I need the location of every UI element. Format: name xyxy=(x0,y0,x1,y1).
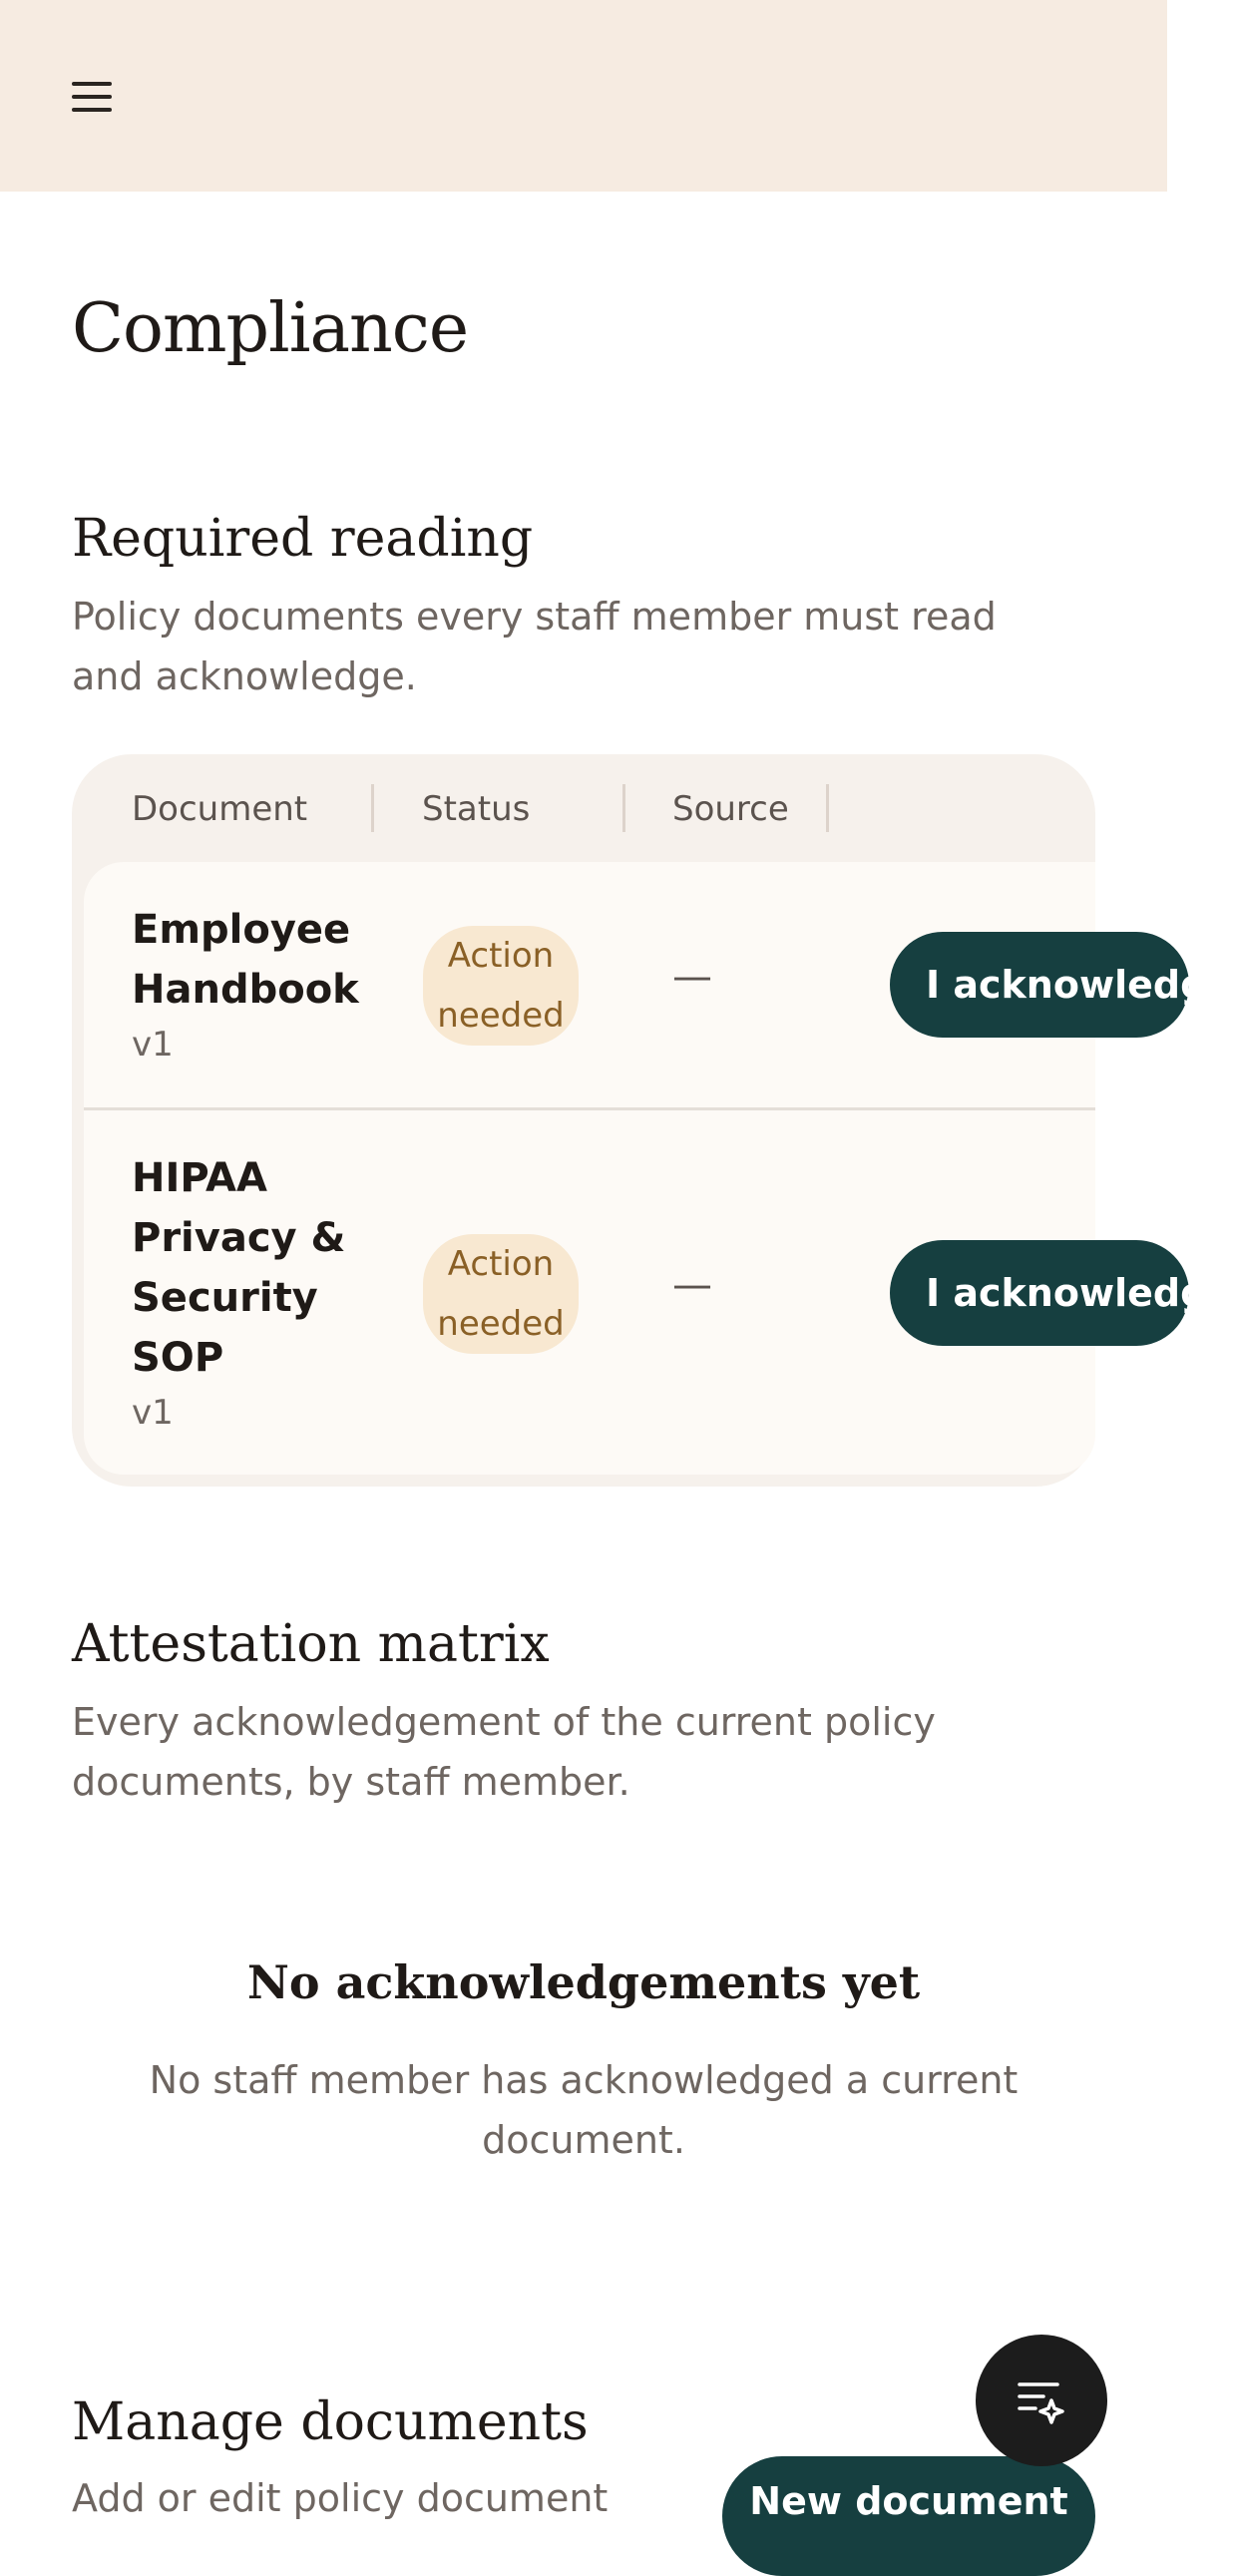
hamburger-menu-icon[interactable] xyxy=(72,72,132,122)
empty-state-title: No acknowledgements yet xyxy=(246,1955,921,2009)
document-source: — xyxy=(672,954,712,1000)
status-badge: Action needed xyxy=(423,1234,579,1354)
acknowledge-button[interactable]: I acknowledge xyxy=(890,932,1189,1038)
document-version: v1 xyxy=(132,1025,174,1065)
new-document-button[interactable]: New document xyxy=(722,2456,1095,2576)
manage-documents-description: Add or edit policy document xyxy=(72,2476,609,2520)
empty-state-description: No staff member has acknowledged a current document. xyxy=(149,2058,1019,2162)
table-row xyxy=(84,862,1233,1107)
column-divider[interactable] xyxy=(371,784,374,832)
column-divider[interactable] xyxy=(826,784,829,832)
document-name: HIPAA Privacy & Security SOP xyxy=(132,1155,346,1381)
required-reading-description: Policy documents every staff member must read and acknowledge. xyxy=(72,595,997,698)
acknowledge-button[interactable]: I acknowledge xyxy=(890,1240,1189,1346)
ai-sparkle-list-icon[interactable] xyxy=(976,2335,1107,2466)
table-body xyxy=(84,862,1233,1475)
document-source: — xyxy=(672,1262,712,1308)
document-version: v1 xyxy=(132,1393,174,1433)
document-name: Employee Handbook xyxy=(132,907,359,1013)
table-header xyxy=(72,754,1095,862)
column-header-source[interactable]: Source xyxy=(672,789,789,829)
table-row xyxy=(84,1107,1233,1475)
page-title: Compliance xyxy=(72,289,469,368)
column-divider[interactable] xyxy=(622,784,625,832)
top-bar xyxy=(0,0,1167,192)
required-reading-table xyxy=(72,754,1233,1487)
attestation-matrix-description: Every acknowledgement of the current policy documents, by staff member. xyxy=(72,1700,936,1804)
column-header-status[interactable]: Status xyxy=(422,789,531,829)
manage-documents-title: Manage documents xyxy=(72,2392,589,2452)
attestation-matrix-title: Attestation matrix xyxy=(72,1614,550,1674)
status-badge: Action needed xyxy=(423,926,579,1046)
column-header-document[interactable]: Document xyxy=(132,789,308,829)
required-reading-title: Required reading xyxy=(72,509,534,569)
